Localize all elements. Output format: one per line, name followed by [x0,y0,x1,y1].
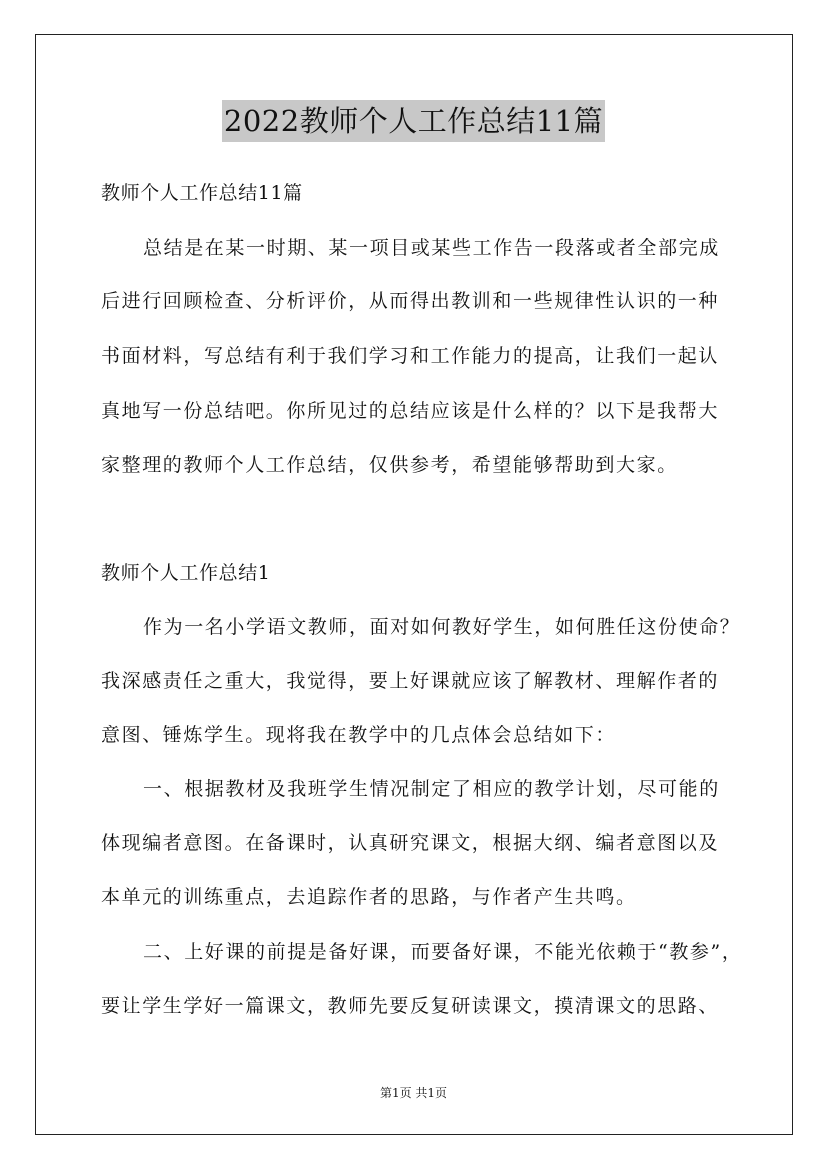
section-heading: 教师个人工作总结1 [101,562,271,584]
paragraph-line: 本单元的训练重点，去追踪作者的思路，与作者产生共鸣。 [101,886,637,908]
document-title: 2022教师个人工作总结11篇 [222,100,605,142]
paragraph-line: 一、根据教材及我班学生情况制定了相应的教学计划，尽可能的 [143,778,720,800]
paragraph-line: 书面材料，写总结有利于我们学习和工作能力的提高，让我们一起认 [101,345,720,367]
paragraph-line: 要让学生学好一篇课文，教师先要反复研读课文，摸清课文的思路、 [101,995,720,1017]
paragraph-line: 我深感责任之重大，我觉得，要上好课就应该了解教材、理解作者的 [101,670,720,692]
paragraph-line: 体现编者意图。在备课时，认真研究课文，根据大纲、编者意图以及 [101,832,720,854]
paragraph-line: 二、上好课的前提是备好课，而要备好课，不能光依赖于“教参”， [143,941,743,963]
paragraph-line: 意图、锤炼学生。现将我在教学中的几点体会总结如下： [101,724,617,746]
paragraph-line: 作为一名小学语文教师，面对如何教好学生，如何胜任这份使命？ [143,616,741,638]
section-heading: 教师个人工作总结11篇 [101,182,303,204]
page-number: 第1页 共1页 [379,1086,448,1100]
paragraph-line: 总结是在某一时期、某一项目或某些工作告一段落或者全部完成 [143,237,720,259]
paragraph-line: 后进行回顾检查、分析评价，从而得出教训和一些规律性认识的一种 [101,290,720,312]
paragraph-line: 家整理的教师个人工作总结，仅供参考，希望能够帮助到大家。 [101,454,678,476]
title-container [0,100,827,142]
paragraph-line: 真地写一份总结吧。你所见过的总结应该是什么样的？以下是我帮大 [101,400,720,422]
